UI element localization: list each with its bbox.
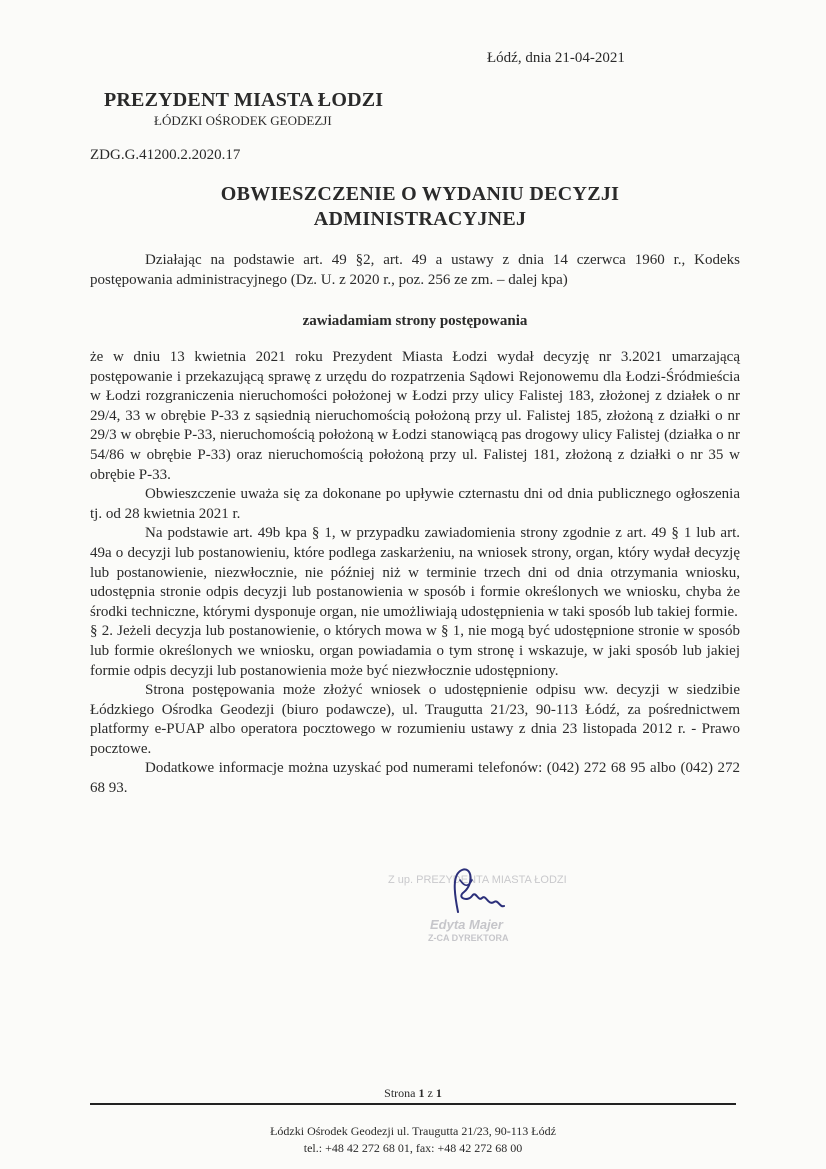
article-49b-paragraph: Na podstawie art. 49b kpa § 1, w przypadku zawiadomienia strony zgodnie z art. 49 § 1 lub art. 49a o decyzji lub postanowieniu, które podlega zaskarżeniu, na wniosek strony, organ, który wydał decyzję lub postanowienie, niezwłocznie, nie później niż w terminie trzech dni od dnia otrzymania wniosku, udostępnia stronie odpis decyzji lub postanowienia w sposób i formie określonych we wniosku, chyba że środki techniczne, którymi dysponuje organ, nie umożliwiają udostępnienia w taki sposób lub takiej formie. [90,525,740,620]
effective-date-paragraph: Obwieszczenie uważa się za dokonane po upływie czternastu dni od dnia publicznego ogłoszenia tj. od 28 kwietnia 2021 r. [90,486,740,522]
page-total: 1 [435,1086,442,1100]
contact-info-paragraph: Dodatkowe informacje można uzyskać pod numerami telefonów: (042) 272 68 95 albo (042) 272 68 93. [90,760,740,797]
page-current: 1 [418,1086,425,1100]
place-date: Łódź, dnia 21-04-2021 [487,50,625,66]
page-label: Strona [384,1086,416,1100]
section-2-paragraph: § 2. Jeżeli decyzja lub postanowienie, o których mowa w § 1, nie mogą być udostępnione stronie w sposób lub formie określonych we wniosku, organ powiadamia o tym stronę i wskazuje, w jaki sposób lub jakiej formie odpis decyzji lub postanowienia może być niezwłocznie udostępniony. [90,623,740,679]
stamp-signatory-name: Edyta Majer [430,917,503,932]
footer-address: Łódzki Ośrodek Geodezji ul. Traugutta 21/23, 90-113 Łódź [270,1124,556,1138]
page-separator: z [427,1086,433,1100]
stamp-authorization-line: Z up. PREZYDENTA MIASTA ŁODZI [388,874,567,886]
footer-contact: tel.: +48 42 272 68 01, fax: +48 42 272 68 00 [303,1141,523,1155]
footer-divider [90,1103,736,1105]
document-body [90,348,740,799]
document-title: OBWIESZCZENIE O WYDANIU DECYZJI ADMINISTRACYJNEJ [220,183,620,230]
handwritten-signature [438,862,508,922]
request-copy-paragraph: Strona postępowania może złożyć wniosek o udostępnienie odpisu ww. decyzji w siedzibie Łódzkiego Ośrodka Geodezji (biuro podawcze), ul. Traugutta 21/23, 90-113 Łódź, za pośrednictwem platformy e-PUAP albo operatora pocztowego w rozumieniu ustawy z dnia 23 listopada 2012 r. - Prawo pocztowe. [90,682,740,757]
case-reference: ZDG.G.41200.2.2020.17 [90,147,241,163]
office-name: ŁÓDZKI OŚRODEK GEODEZJI [154,113,332,128]
signature-stamp [360,862,600,952]
page-number [0,1086,826,1101]
decision-paragraph: że w dniu 13 kwietnia 2021 roku Prezydent Miasta Łodzi wydał decyzję nr 3.2021 umarzającą postępowanie i przekazującą sprawę z urzędu do rozpatrzenia Sądowi Rejonowemu dla Łodzi-Śródmieścia w Łodzi rozgraniczenia nieruchomości położonej w Łodzi przy ulicy Falistej 183, złożonej z działek o nr 29/4, 33 w obrębie P-33 z sąsiednią nieruchomością położoną przy ul. Falistej 185, złożoną z działki o nr 29/3 w obrębie P-33, nieruchomością położoną w Łodzi stanowiącą pas drogowy ulicy Falistej (działka o nr 54/86 w obrębie P-33) oraz nieruchomością położoną przy ul. Falistej 181, złożoną z działki o nr 35 w obrębie P-33. [90,349,740,483]
notification-heading: zawiadamiam strony postępowania [302,313,528,329]
stamp-signatory-role: Z-CA DYREKTORA [428,933,509,943]
legal-basis-intro: Działając na podstawie art. 49 §2, art. 49 a ustawy z dnia 14 czerwca 1960 r., Kodeks postępowania administracyjnego (Dz. U. z 2020 r., poz. 256 ze zm. – dalej kpa) [90,252,740,288]
issuing-authority: PREZYDENT MIASTA ŁODZI [104,89,384,111]
footer [0,1123,826,1157]
